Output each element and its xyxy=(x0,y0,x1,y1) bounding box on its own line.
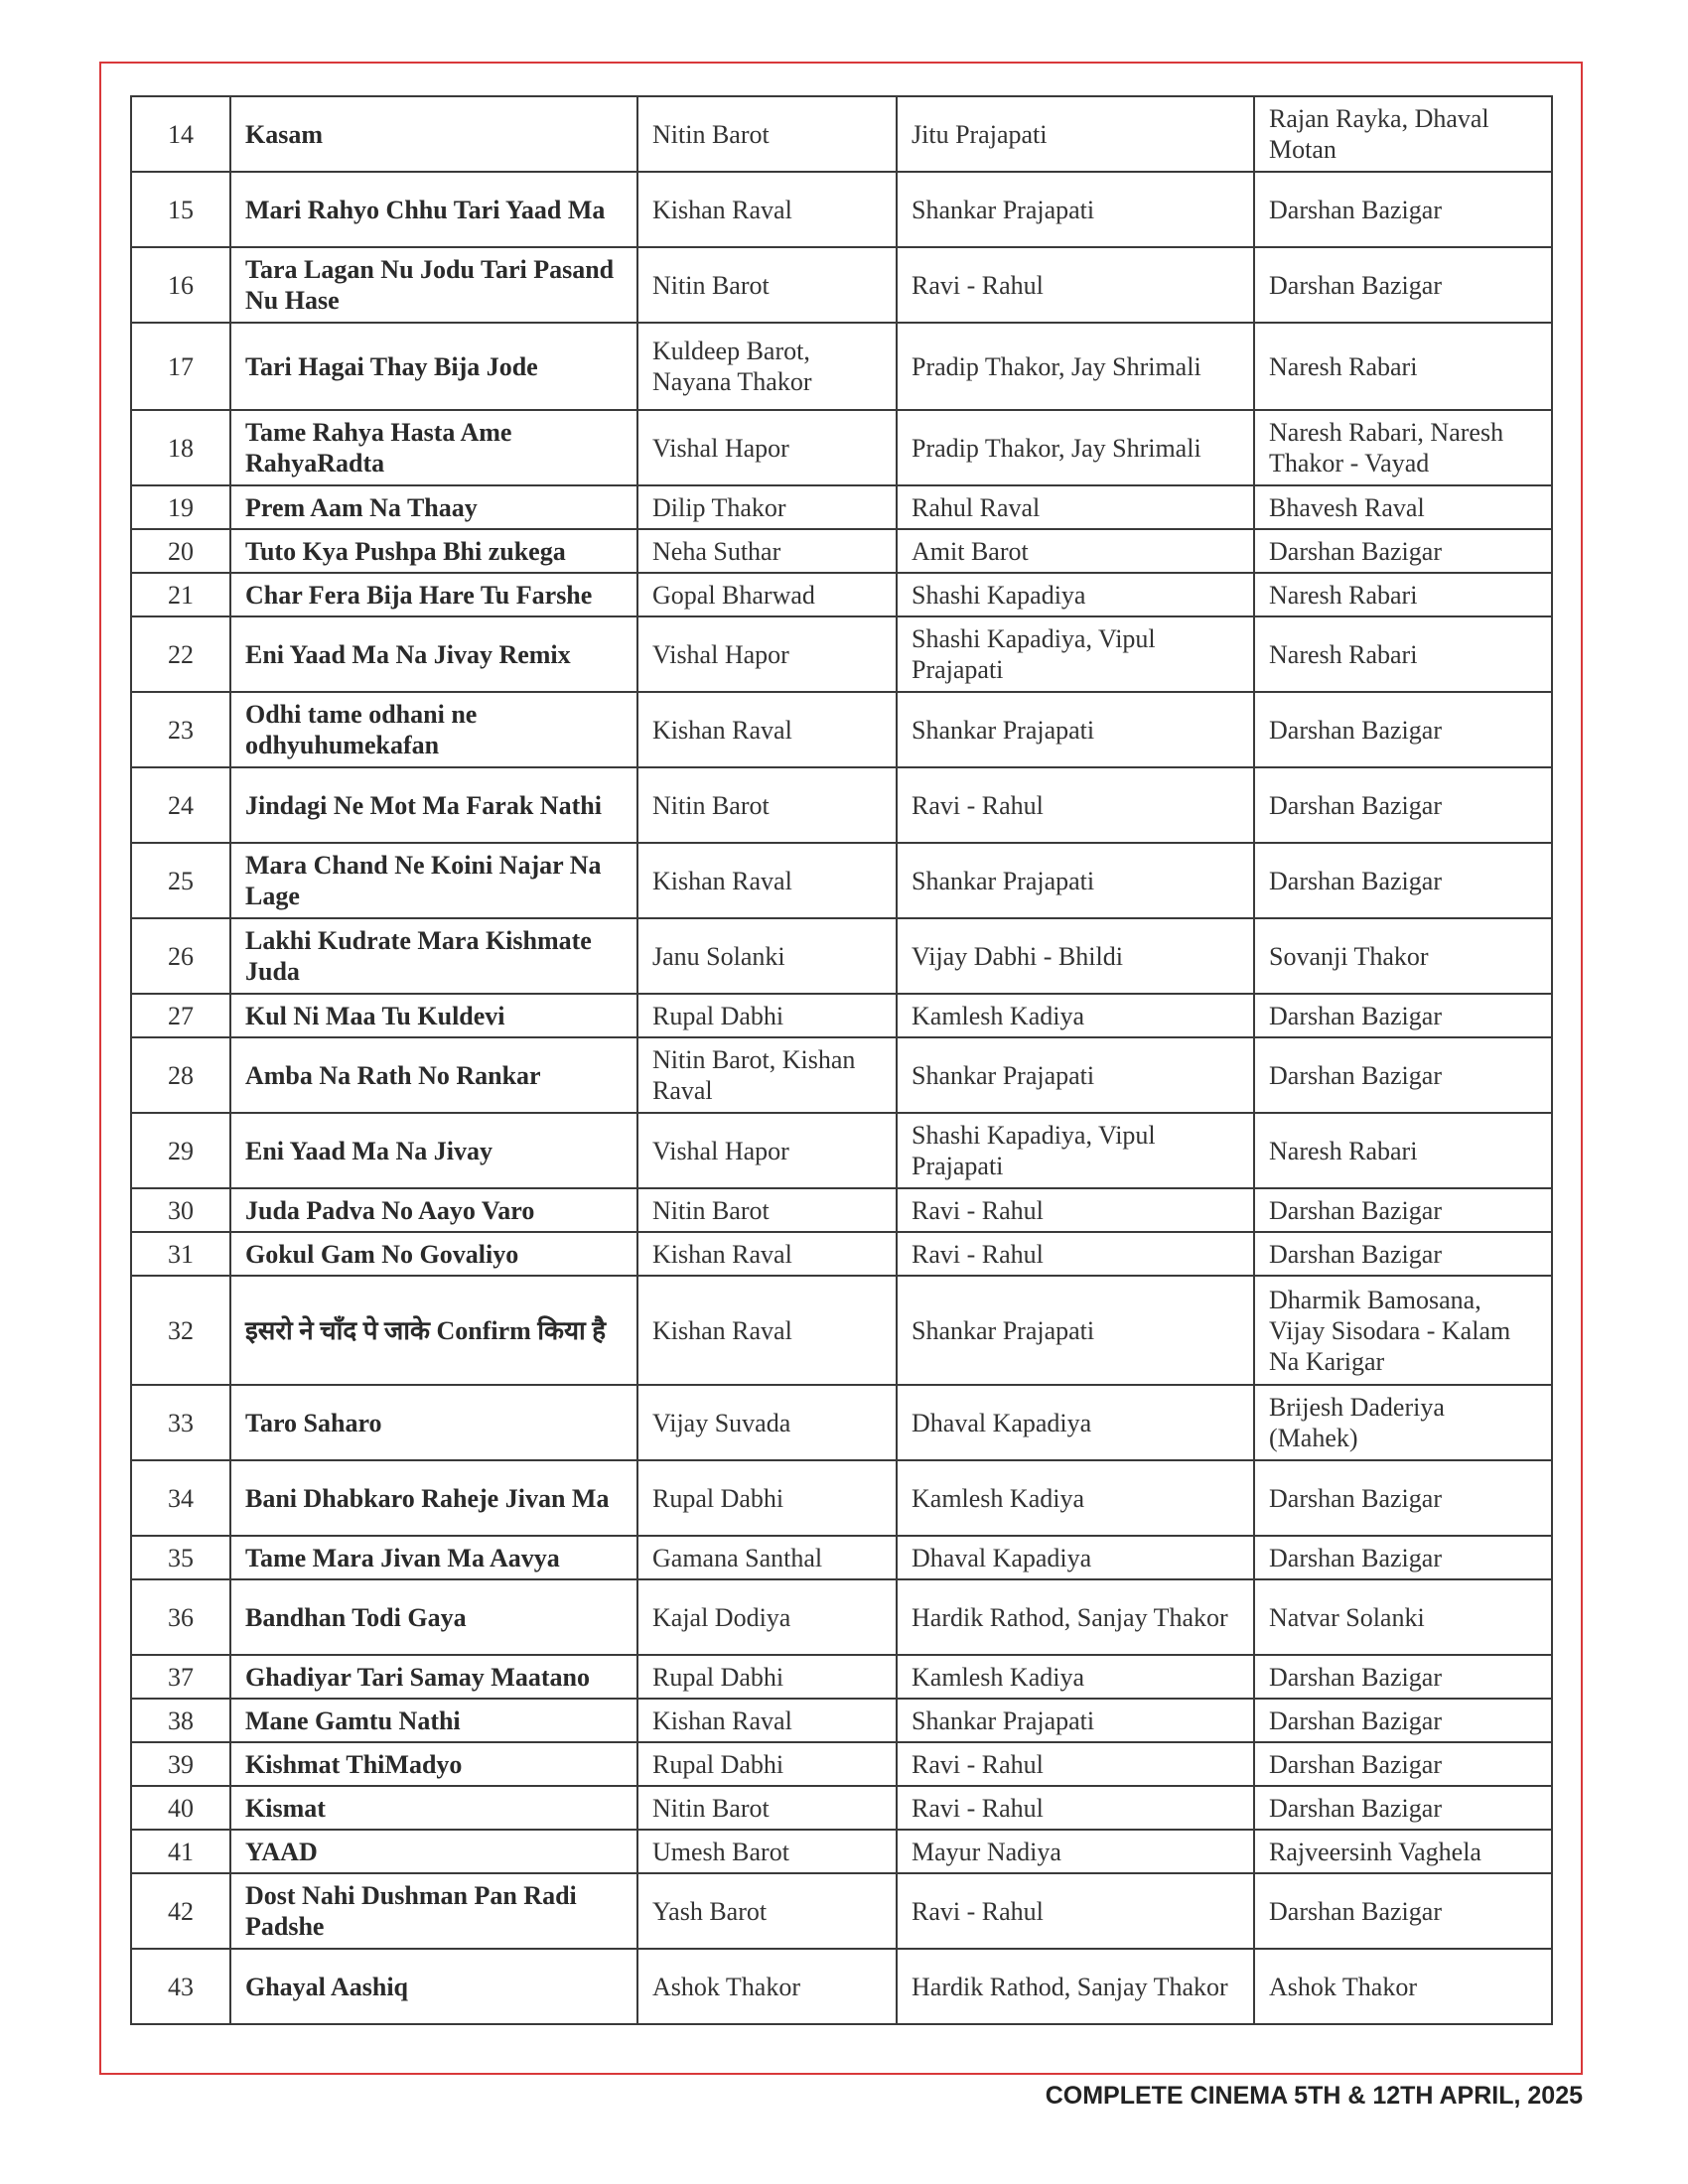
lyricist-cell: Natvar Solanki xyxy=(1254,1579,1552,1655)
lyricist-cell: Sovanji Thakor xyxy=(1254,918,1552,994)
table-row xyxy=(131,573,1552,616)
composer-cell: Kamlesh Kadiya xyxy=(897,1460,1254,1536)
composer-cell: Ravi - Rahul xyxy=(897,247,1254,323)
lyricist-cell: Darshan Bazigar xyxy=(1254,1232,1552,1276)
composer-cell: Kamlesh Kadiya xyxy=(897,994,1254,1037)
composer-cell: Mayur Nadiya xyxy=(897,1830,1254,1873)
singer-cell: Nitin Barot xyxy=(637,247,897,323)
lyricist-cell: Darshan Bazigar xyxy=(1254,1460,1552,1536)
composer-cell: Dhaval Kapadiya xyxy=(897,1385,1254,1460)
row-number: 35 xyxy=(131,1536,230,1579)
singer-cell: Nitin Barot xyxy=(637,1188,897,1232)
row-number: 39 xyxy=(131,1742,230,1786)
composer-cell: Shashi Kapadiya, Vipul Prajapati xyxy=(897,1113,1254,1188)
singer-cell: Kishan Raval xyxy=(637,692,897,767)
song-title: Tara Lagan Nu Jodu Tari Pasand Nu Hase xyxy=(230,247,637,323)
row-number: 41 xyxy=(131,1830,230,1873)
singer-cell: Kishan Raval xyxy=(637,1699,897,1742)
table-row xyxy=(131,172,1552,247)
table-row xyxy=(131,1830,1552,1873)
composer-cell: Ravi - Rahul xyxy=(897,1786,1254,1830)
lyricist-cell: Darshan Bazigar xyxy=(1254,1037,1552,1113)
composer-cell: Shashi Kapadiya xyxy=(897,573,1254,616)
song-title: Jindagi Ne Mot Ma Farak Nathi xyxy=(230,767,637,843)
song-title: Bani Dhabkaro Raheje Jivan Ma xyxy=(230,1460,637,1536)
table-row xyxy=(131,1699,1552,1742)
song-title: Ghadiyar Tari Samay Maatano xyxy=(230,1655,637,1699)
singer-cell: Vishal Hapor xyxy=(637,616,897,692)
song-title: Gokul Gam No Govaliyo xyxy=(230,1232,637,1276)
row-number: 23 xyxy=(131,692,230,767)
composer-cell: Hardik Rathod, Sanjay Thakor xyxy=(897,1949,1254,2024)
row-number: 29 xyxy=(131,1113,230,1188)
row-number: 32 xyxy=(131,1276,230,1385)
song-title: Kishmat ThiMadyo xyxy=(230,1742,637,1786)
singer-cell: Janu Solanki xyxy=(637,918,897,994)
table-row xyxy=(131,1786,1552,1830)
lyricist-cell: Darshan Bazigar xyxy=(1254,1188,1552,1232)
row-number: 16 xyxy=(131,247,230,323)
composer-cell: Ravi - Rahul xyxy=(897,767,1254,843)
singer-cell: Nitin Barot xyxy=(637,96,897,172)
row-number: 20 xyxy=(131,529,230,573)
song-title: Prem Aam Na Thaay xyxy=(230,485,637,529)
composer-cell: Shankar Prajapati xyxy=(897,692,1254,767)
table-row xyxy=(131,323,1552,410)
lyricist-cell: Darshan Bazigar xyxy=(1254,1742,1552,1786)
singer-cell: Kishan Raval xyxy=(637,1276,897,1385)
song-title: Tari Hagai Thay Bija Jode xyxy=(230,323,637,410)
composer-cell: Pradip Thakor, Jay Shrimali xyxy=(897,323,1254,410)
table-row xyxy=(131,1655,1552,1699)
lyricist-cell: Darshan Bazigar xyxy=(1254,1699,1552,1742)
singer-cell: Vishal Hapor xyxy=(637,1113,897,1188)
song-title: Mane Gamtu Nathi xyxy=(230,1699,637,1742)
singer-cell: Gopal Bharwad xyxy=(637,573,897,616)
song-title: Odhi tame odhani ne odhyuhumekafan xyxy=(230,692,637,767)
row-number: 42 xyxy=(131,1873,230,1949)
song-title: Tame Rahya Hasta Ame RahyaRadta xyxy=(230,410,637,485)
lyricist-cell: Ashok Thakor xyxy=(1254,1949,1552,2024)
singer-cell: Kajal Dodiya xyxy=(637,1579,897,1655)
lyricist-cell: Naresh Rabari xyxy=(1254,323,1552,410)
row-number: 37 xyxy=(131,1655,230,1699)
row-number: 26 xyxy=(131,918,230,994)
row-number: 22 xyxy=(131,616,230,692)
table-row xyxy=(131,1037,1552,1113)
table-row xyxy=(131,843,1552,918)
singer-cell: Vijay Suvada xyxy=(637,1385,897,1460)
row-number: 24 xyxy=(131,767,230,843)
song-title: Kismat xyxy=(230,1786,637,1830)
lyricist-cell: Darshan Bazigar xyxy=(1254,994,1552,1037)
song-title: YAAD xyxy=(230,1830,637,1873)
table-row xyxy=(131,767,1552,843)
table-row xyxy=(131,96,1552,172)
row-number: 15 xyxy=(131,172,230,247)
singer-cell: Dilip Thakor xyxy=(637,485,897,529)
table-row xyxy=(131,1113,1552,1188)
song-title: Tuto Kya Pushpa Bhi zukega xyxy=(230,529,637,573)
composer-cell: Shashi Kapadiya, Vipul Prajapati xyxy=(897,616,1254,692)
singer-cell: Yash Barot xyxy=(637,1873,897,1949)
row-number: 19 xyxy=(131,485,230,529)
song-title: Kasam xyxy=(230,96,637,172)
lyricist-cell: Rajveersinh Vaghela xyxy=(1254,1830,1552,1873)
composer-cell: Shankar Prajapati xyxy=(897,1037,1254,1113)
table-row xyxy=(131,247,1552,323)
song-title: Taro Saharo xyxy=(230,1385,637,1460)
lyricist-cell: Darshan Bazigar xyxy=(1254,1786,1552,1830)
singer-cell: Neha Suthar xyxy=(637,529,897,573)
table-row xyxy=(131,1232,1552,1276)
table-row xyxy=(131,410,1552,485)
composer-cell: Vijay Dabhi - Bhildi xyxy=(897,918,1254,994)
row-number: 34 xyxy=(131,1460,230,1536)
lyricist-cell: Darshan Bazigar xyxy=(1254,529,1552,573)
table-row xyxy=(131,616,1552,692)
row-number: 17 xyxy=(131,323,230,410)
song-title: Dost Nahi Dushman Pan Radi Padshe xyxy=(230,1873,637,1949)
song-title: Juda Padva No Aayo Varo xyxy=(230,1188,637,1232)
table-row xyxy=(131,1579,1552,1655)
row-number: 21 xyxy=(131,573,230,616)
table-row xyxy=(131,1742,1552,1786)
singer-cell: Rupal Dabhi xyxy=(637,994,897,1037)
lyricist-cell: Darshan Bazigar xyxy=(1254,1655,1552,1699)
song-title: Ghayal Aashiq xyxy=(230,1949,637,2024)
footer-publication: COMPLETE CINEMA 5TH & 12TH APRIL, 2025 xyxy=(1045,2082,1583,2110)
composer-cell: Jitu Prajapati xyxy=(897,96,1254,172)
singer-cell: Gamana Santhal xyxy=(637,1536,897,1579)
table-row xyxy=(131,1460,1552,1536)
composer-cell: Shankar Prajapati xyxy=(897,172,1254,247)
composer-cell: Amit Barot xyxy=(897,529,1254,573)
row-number: 43 xyxy=(131,1949,230,2024)
lyricist-cell: Bhavesh Raval xyxy=(1254,485,1552,529)
song-title: Amba Na Rath No Rankar xyxy=(230,1037,637,1113)
song-title: Lakhi Kudrate Mara Kishmate Juda xyxy=(230,918,637,994)
table-row xyxy=(131,1276,1552,1385)
song-title: Eni Yaad Ma Na Jivay Remix xyxy=(230,616,637,692)
lyricist-cell: Darshan Bazigar xyxy=(1254,843,1552,918)
table-row xyxy=(131,529,1552,573)
lyricist-cell: Naresh Rabari, Naresh Thakor - Vayad xyxy=(1254,410,1552,485)
lyricist-cell: Darshan Bazigar xyxy=(1254,692,1552,767)
singer-cell: Kuldeep Barot, Nayana Thakor xyxy=(637,323,897,410)
table-row xyxy=(131,918,1552,994)
song-title: Bandhan Todi Gaya xyxy=(230,1579,637,1655)
table-row xyxy=(131,1873,1552,1949)
composer-cell: Pradip Thakor, Jay Shrimali xyxy=(897,410,1254,485)
composer-cell: Hardik Rathod, Sanjay Thakor xyxy=(897,1579,1254,1655)
lyricist-cell: Darshan Bazigar xyxy=(1254,172,1552,247)
singer-cell: Nitin Barot xyxy=(637,767,897,843)
lyricist-cell: Darshan Bazigar xyxy=(1254,1536,1552,1579)
composer-cell: Shankar Prajapati xyxy=(897,1699,1254,1742)
composer-cell: Ravi - Rahul xyxy=(897,1873,1254,1949)
singer-cell: Umesh Barot xyxy=(637,1830,897,1873)
singer-cell: Vishal Hapor xyxy=(637,410,897,485)
composer-cell: Rahul Raval xyxy=(897,485,1254,529)
table-row xyxy=(131,994,1552,1037)
row-number: 40 xyxy=(131,1786,230,1830)
songs-table-body xyxy=(131,96,1552,2024)
row-number: 27 xyxy=(131,994,230,1037)
composer-cell: Ravi - Rahul xyxy=(897,1232,1254,1276)
song-title: Kul Ni Maa Tu Kuldevi xyxy=(230,994,637,1037)
row-number: 36 xyxy=(131,1579,230,1655)
row-number: 18 xyxy=(131,410,230,485)
songs-table xyxy=(130,95,1553,2025)
song-title: इसरो ने चाँद पे जाके Confirm किया है xyxy=(230,1276,637,1385)
song-title: Tame Mara Jivan Ma Aavya xyxy=(230,1536,637,1579)
row-number: 14 xyxy=(131,96,230,172)
lyricist-cell: Darshan Bazigar xyxy=(1254,1873,1552,1949)
song-title: Eni Yaad Ma Na Jivay xyxy=(230,1113,637,1188)
singer-cell: Kishan Raval xyxy=(637,1232,897,1276)
song-title: Char Fera Bija Hare Tu Farshe xyxy=(230,573,637,616)
table-row xyxy=(131,485,1552,529)
singer-cell: Rupal Dabhi xyxy=(637,1655,897,1699)
composer-cell: Ravi - Rahul xyxy=(897,1188,1254,1232)
composer-cell: Kamlesh Kadiya xyxy=(897,1655,1254,1699)
lyricist-cell: Dharmik Bamosana, Vijay Sisodara - Kalam Na Karigar xyxy=(1254,1276,1552,1385)
lyricist-cell: Naresh Rabari xyxy=(1254,616,1552,692)
singer-cell: Ashok Thakor xyxy=(637,1949,897,2024)
table-row xyxy=(131,1385,1552,1460)
lyricist-cell: Darshan Bazigar xyxy=(1254,247,1552,323)
lyricist-cell: Rajan Rayka, Dhaval Motan xyxy=(1254,96,1552,172)
composer-cell: Dhaval Kapadiya xyxy=(897,1536,1254,1579)
lyricist-cell: Brijesh Daderiya (Mahek) xyxy=(1254,1385,1552,1460)
singer-cell: Rupal Dabhi xyxy=(637,1742,897,1786)
lyricist-cell: Naresh Rabari xyxy=(1254,573,1552,616)
row-number: 31 xyxy=(131,1232,230,1276)
row-number: 38 xyxy=(131,1699,230,1742)
singer-cell: Kishan Raval xyxy=(637,843,897,918)
composer-cell: Shankar Prajapati xyxy=(897,843,1254,918)
row-number: 30 xyxy=(131,1188,230,1232)
singer-cell: Nitin Barot, Kishan Raval xyxy=(637,1037,897,1113)
row-number: 33 xyxy=(131,1385,230,1460)
table-row xyxy=(131,692,1552,767)
singer-cell: Rupal Dabhi xyxy=(637,1460,897,1536)
composer-cell: Ravi - Rahul xyxy=(897,1742,1254,1786)
table-row xyxy=(131,1188,1552,1232)
row-number: 28 xyxy=(131,1037,230,1113)
lyricist-cell: Naresh Rabari xyxy=(1254,1113,1552,1188)
song-title: Mara Chand Ne Koini Najar Na Lage xyxy=(230,843,637,918)
lyricist-cell: Darshan Bazigar xyxy=(1254,767,1552,843)
table-row xyxy=(131,1536,1552,1579)
table-row xyxy=(131,1949,1552,2024)
song-title: Mari Rahyo Chhu Tari Yaad Ma xyxy=(230,172,637,247)
composer-cell: Shankar Prajapati xyxy=(897,1276,1254,1385)
row-number: 25 xyxy=(131,843,230,918)
singer-cell: Kishan Raval xyxy=(637,172,897,247)
singer-cell: Nitin Barot xyxy=(637,1786,897,1830)
